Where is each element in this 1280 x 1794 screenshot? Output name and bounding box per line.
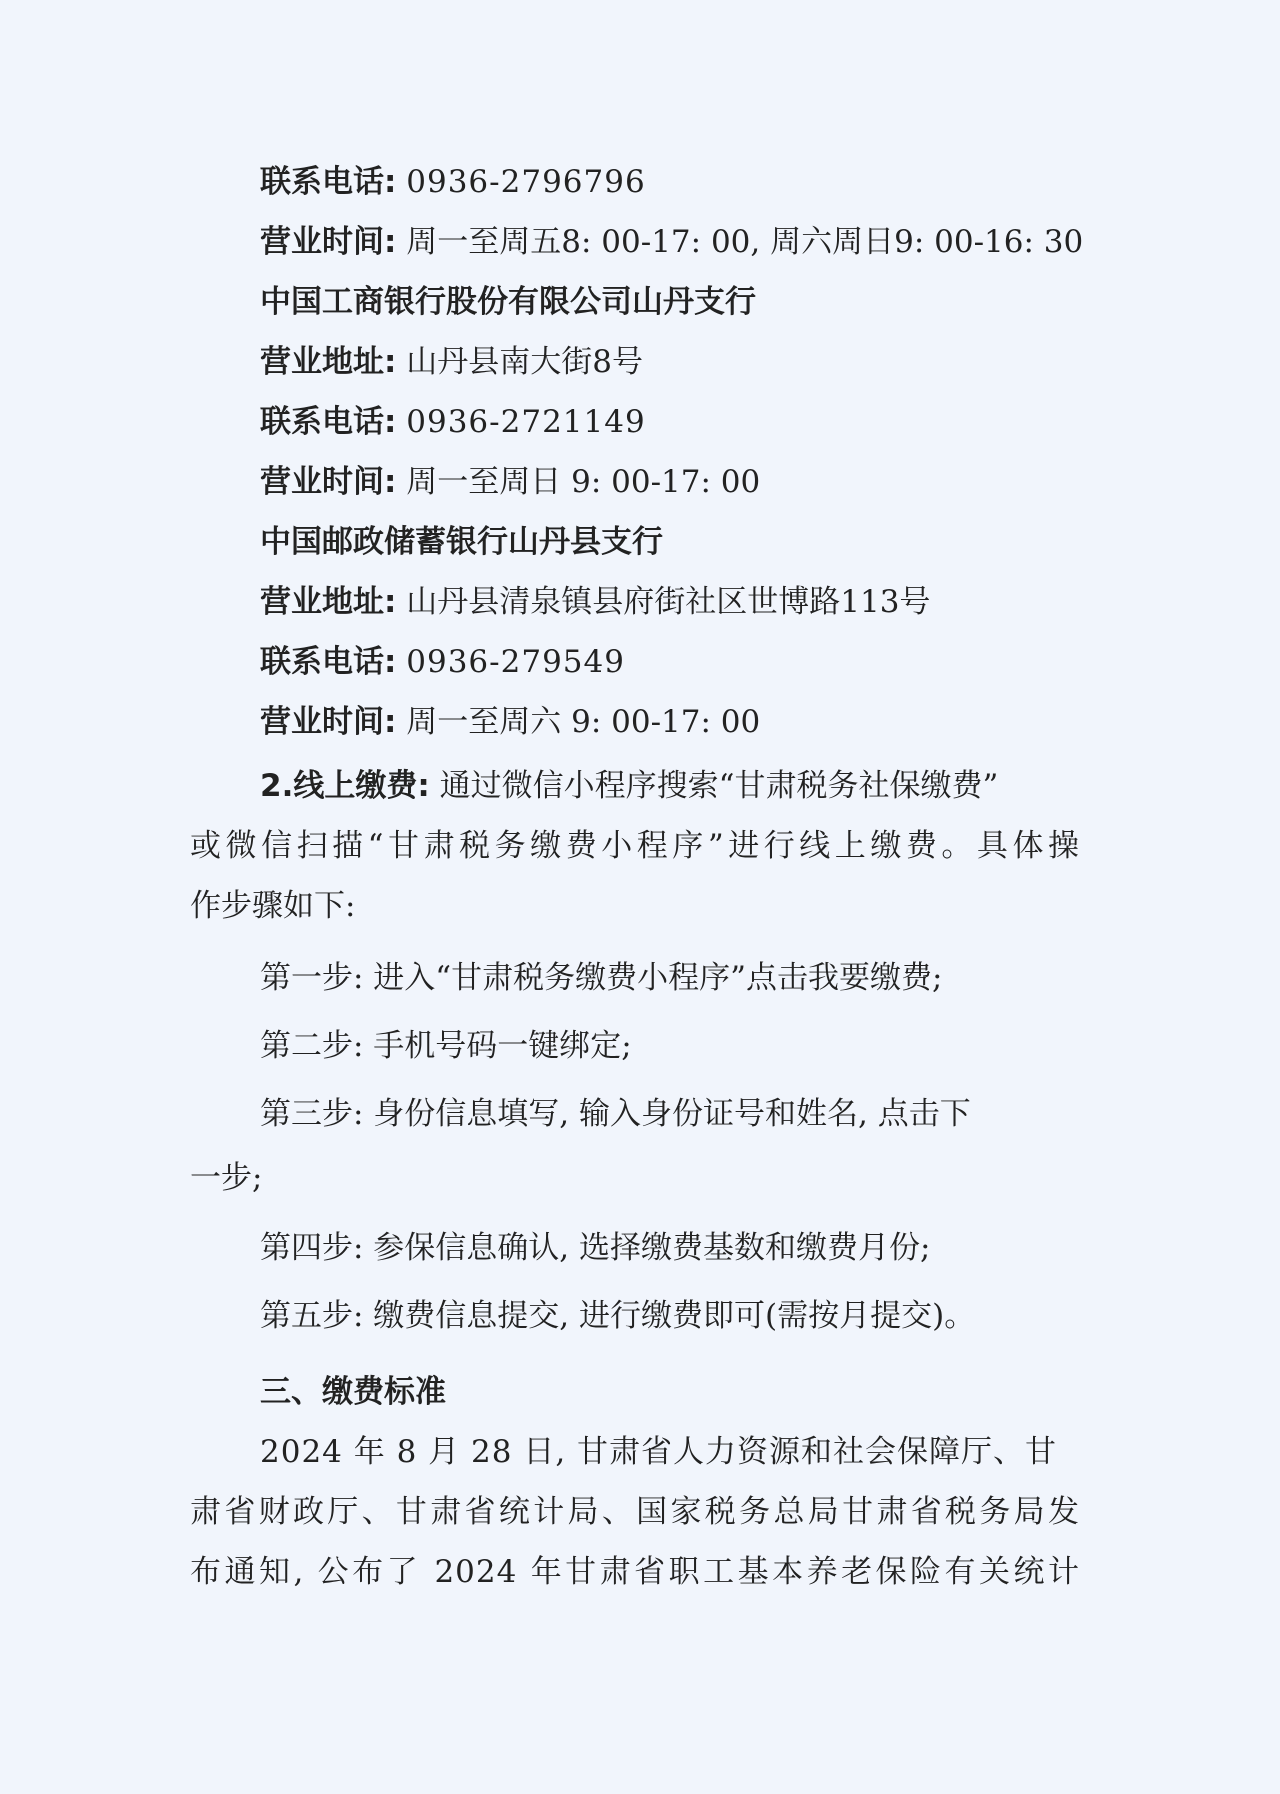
hours-value: 周一至周五8: 00-17: 00, 周六周日9: 00-16: 30	[406, 224, 1084, 260]
online-payment-heading: 2.线上缴费:	[260, 768, 430, 804]
step-1: 第一步: 进入“甘肃税务缴费小程序”点击我要缴费;	[260, 960, 943, 996]
section-3-line3: 布通知, 公布了 2024 年甘肃省职工基本养老保险有关统计	[190, 1554, 1080, 1590]
address-value: 山丹县清泉镇县府街社区世博路113号	[406, 584, 931, 620]
phone-value: 0936-2721149	[406, 404, 646, 440]
phone-value: 0936-2796796	[406, 164, 646, 200]
hours-value: 周一至周六 9: 00-17: 00	[406, 704, 761, 740]
prev-bank-hours-row	[260, 222, 1160, 262]
hours-label: 营业时间:	[260, 704, 397, 740]
icbc-address-row	[260, 342, 1160, 382]
online-payment-paragraph-line1	[260, 766, 1160, 806]
prev-bank-phone-row	[260, 162, 1160, 202]
phone-label: 联系电话:	[260, 644, 397, 680]
psbc-hours-row	[260, 702, 1160, 742]
hours-label: 营业时间:	[260, 464, 397, 500]
section-3-heading: 三、缴费标准	[260, 1374, 446, 1410]
icbc-bank-name: 中国工商银行股份有限公司山丹支行	[260, 284, 756, 320]
step-5: 第五步: 缴费信息提交, 进行缴费即可(需按月提交)。	[260, 1298, 976, 1334]
step-3-continued: 一步;	[190, 1160, 263, 1196]
phone-value: 0936-279549	[406, 644, 625, 680]
phone-label: 联系电话:	[260, 164, 397, 200]
online-payment-text: 通过微信小程序搜索“甘肃税务社保缴费”	[439, 768, 999, 804]
section-3-line2: 肃省财政厅、甘肃省统计局、国家税务总局甘肃省税务局发	[190, 1494, 1080, 1530]
hours-label: 营业时间:	[260, 224, 397, 260]
phone-label: 联系电话:	[260, 404, 397, 440]
online-payment-line2: 或微信扫描“甘肃税务缴费小程序”进行线上缴费。具体操	[190, 828, 1080, 864]
step-3: 第三步: 身份信息填写, 输入身份证号和姓名, 点击下	[260, 1096, 971, 1132]
address-label: 营业地址:	[260, 344, 397, 380]
psbc-phone-row	[260, 642, 1160, 682]
step-2: 第二步: 手机号码一键绑定;	[260, 1028, 632, 1064]
address-label: 营业地址:	[260, 584, 397, 620]
icbc-phone-row	[260, 402, 1160, 442]
hours-value: 周一至周日 9: 00-17: 00	[406, 464, 761, 500]
psbc-bank-name: 中国邮政储蓄银行山丹县支行	[260, 524, 663, 560]
address-value: 山丹县南大街8号	[406, 344, 643, 380]
online-payment-line3: 作步骤如下:	[190, 888, 356, 924]
psbc-address-row	[260, 582, 1160, 622]
section-3-line1: 2024 年 8 月 28 日, 甘肃省人力资源和社会保障厅、甘	[260, 1434, 1058, 1470]
icbc-hours-row	[260, 462, 1160, 502]
step-4: 第四步: 参保信息确认, 选择缴费基数和缴费月份;	[260, 1230, 931, 1266]
